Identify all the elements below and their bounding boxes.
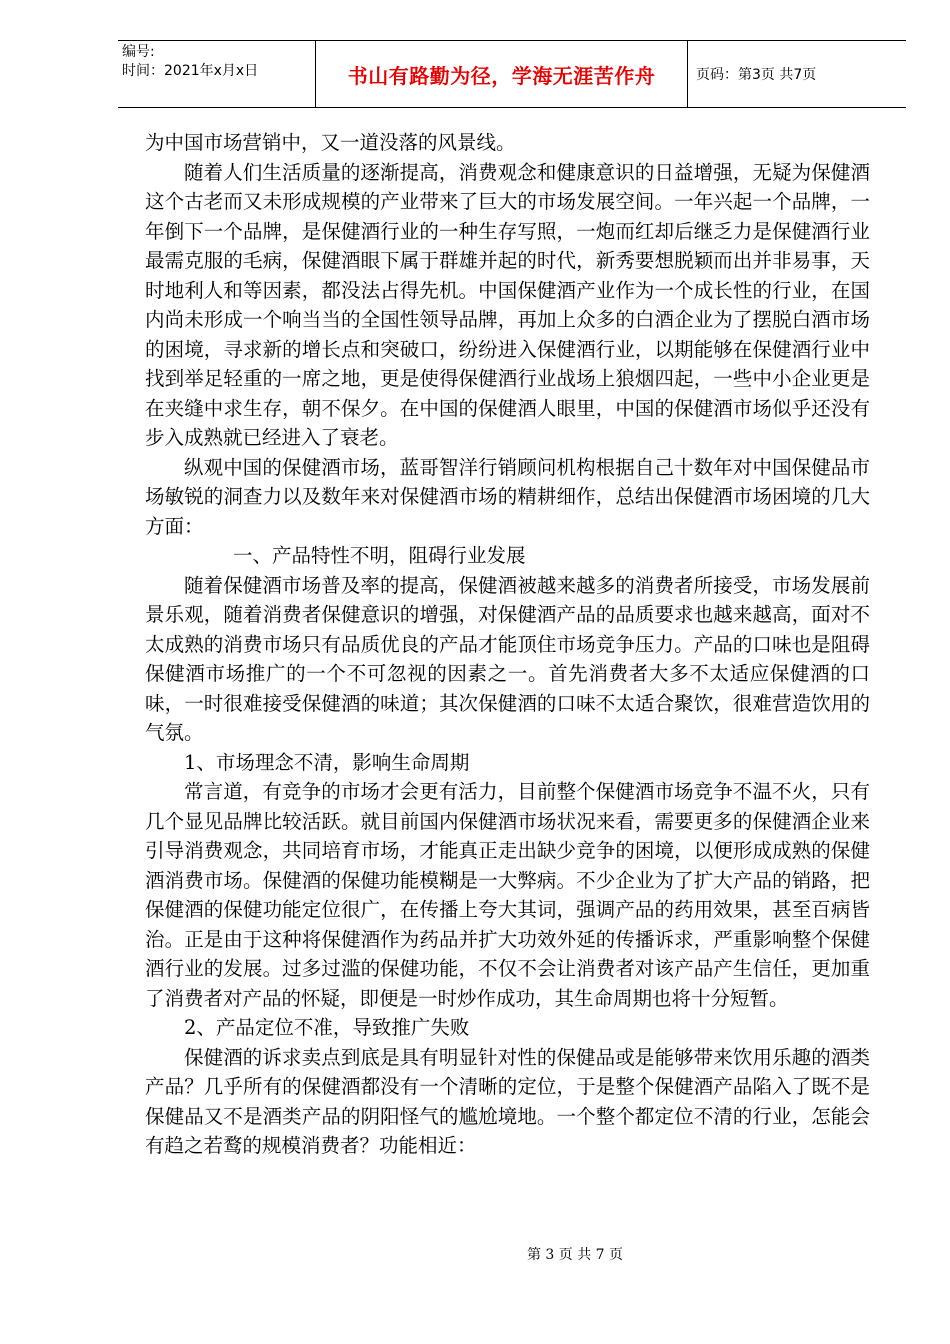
serial-label: 编号: (122, 44, 155, 60)
subsection-heading: 2、产品定位不准，导致推广失败 (184, 1016, 470, 1039)
time-label: 时间：2021年x月x日 (122, 63, 259, 79)
paragraph: 随着保健酒市场普及率的提高，保健酒被越来越多的消费者所接受，市场发展前景乐观，随着消费者保健意识的增强，对保健酒产品的品质要求也越来越高，面对不太成熟的消费市场只有品质优良的产品才能顶住市场竞争压力。产品的口味也是阻碍保健酒市场推广的一个不可忽视的因素之一。首先消费者大多不太适应保健酒的口味，一时很难接受保健酒的味道；其次保健酒的口味不太适合聚饮，很难营造饮用的气氛。 (145, 573, 870, 744)
footer-page-number: 第 3 页 共 7 页 (526, 1247, 624, 1263)
paragraph: 随着人们生活质量的逐渐提高，消费观念和健康意识的日益增强，无疑为保健酒这个古老而又未形成规模的产业带来了巨大的市场发展空间。一年兴起一个品牌，一年倒下一个品牌，是保健酒行业的一种生存写照，一炮而红却后继乏力是保健酒行业最需克服的毛病，保健酒眼下属于群雄并起的时代，新秀要想脱颖而出并非易事，天时地利人和等因素，都没法占得先机。中国保健酒产业作为一个成长性的行业，在国内尚未形成一个响当当的全国性领导品牌，再加上众多的白酒企业为了摆脱白酒市场的困境，寻求新的增长点和突破口，纷纷进入保健酒行业，以期能够在保健酒行业中找到举足轻重的一席之地，更是使得保健酒行业战场上狼烟四起，一些中小企业更是在夹缝中求生存，朝不保夕。在中国的保健酒人眼里，中国的保健酒市场似乎还没有步入成熟就已经进入了衰老。 (145, 160, 870, 449)
header-meta (118, 41, 316, 107)
subsection-heading: 1、市场理念不清，影响生命周期 (184, 750, 470, 774)
page-header (118, 40, 906, 108)
page-footer (0, 1244, 950, 1264)
document-body (145, 128, 870, 1161)
section-heading: 一、产品特性不明，阻碍行业发展 (233, 544, 526, 567)
header-motto: 书山有路勤为径，学海无涯苦作舟 (316, 41, 688, 107)
paragraph: 纵观中国的保健酒市场，蓝哥智洋行销顾问机构根据自己十数年对中国保健品市场敏锐的洞查力以及数年来对保健酒市场的精耕细作，总结出保健酒市场困境的几大方面： (145, 455, 870, 538)
paragraph: 保健酒的诉求卖点到底是具有明显针对性的保健品或是能够带来饮用乐趣的酒类产品？几乎所有的保健酒都没有一个清晰的定位，于是整个保健酒产品陷入了既不是保健品又不是酒类产品的阴阳怪气的尴尬境地。一个整个都定位不清的行业，怎能会有趋之若鹜的规模消费者？功能相近： (145, 1045, 870, 1157)
paragraph: 常言道，有竞争的市场才会更有活力，目前整个保健酒市场竞争不温不火，只有几个显见品牌比较活跃。就目前国内保健酒市场状况来看，需要更多的保健酒企业来引导消费观念，共同培育市场，才能真正走出缺少竞争的困境，以便形成成熟的保健酒消费市场。保健酒的保健功能模糊是一大弊病。不少企业为了扩大产品的销路，把保健酒的保健功能定位很广，在传播上夸大其词，强调产品的药用效果，甚至百病皆治。正是由于这种将保健酒作为药品并扩大功效外延的传播诉求，严重影响整个保健酒行业的发展。过多过滥的保健功能，不仅不会让消费者对该产品产生信任，更加重了消费者对产品的怀疑，即便是一时炒作成功，其生命周期也将十分短暂。 (145, 780, 870, 1010)
header-page-label: 页码：第3页 共7页 (696, 67, 817, 83)
paragraph-continuation: 为中国市场营销中，又一道没落的风景线。 (145, 131, 516, 154)
